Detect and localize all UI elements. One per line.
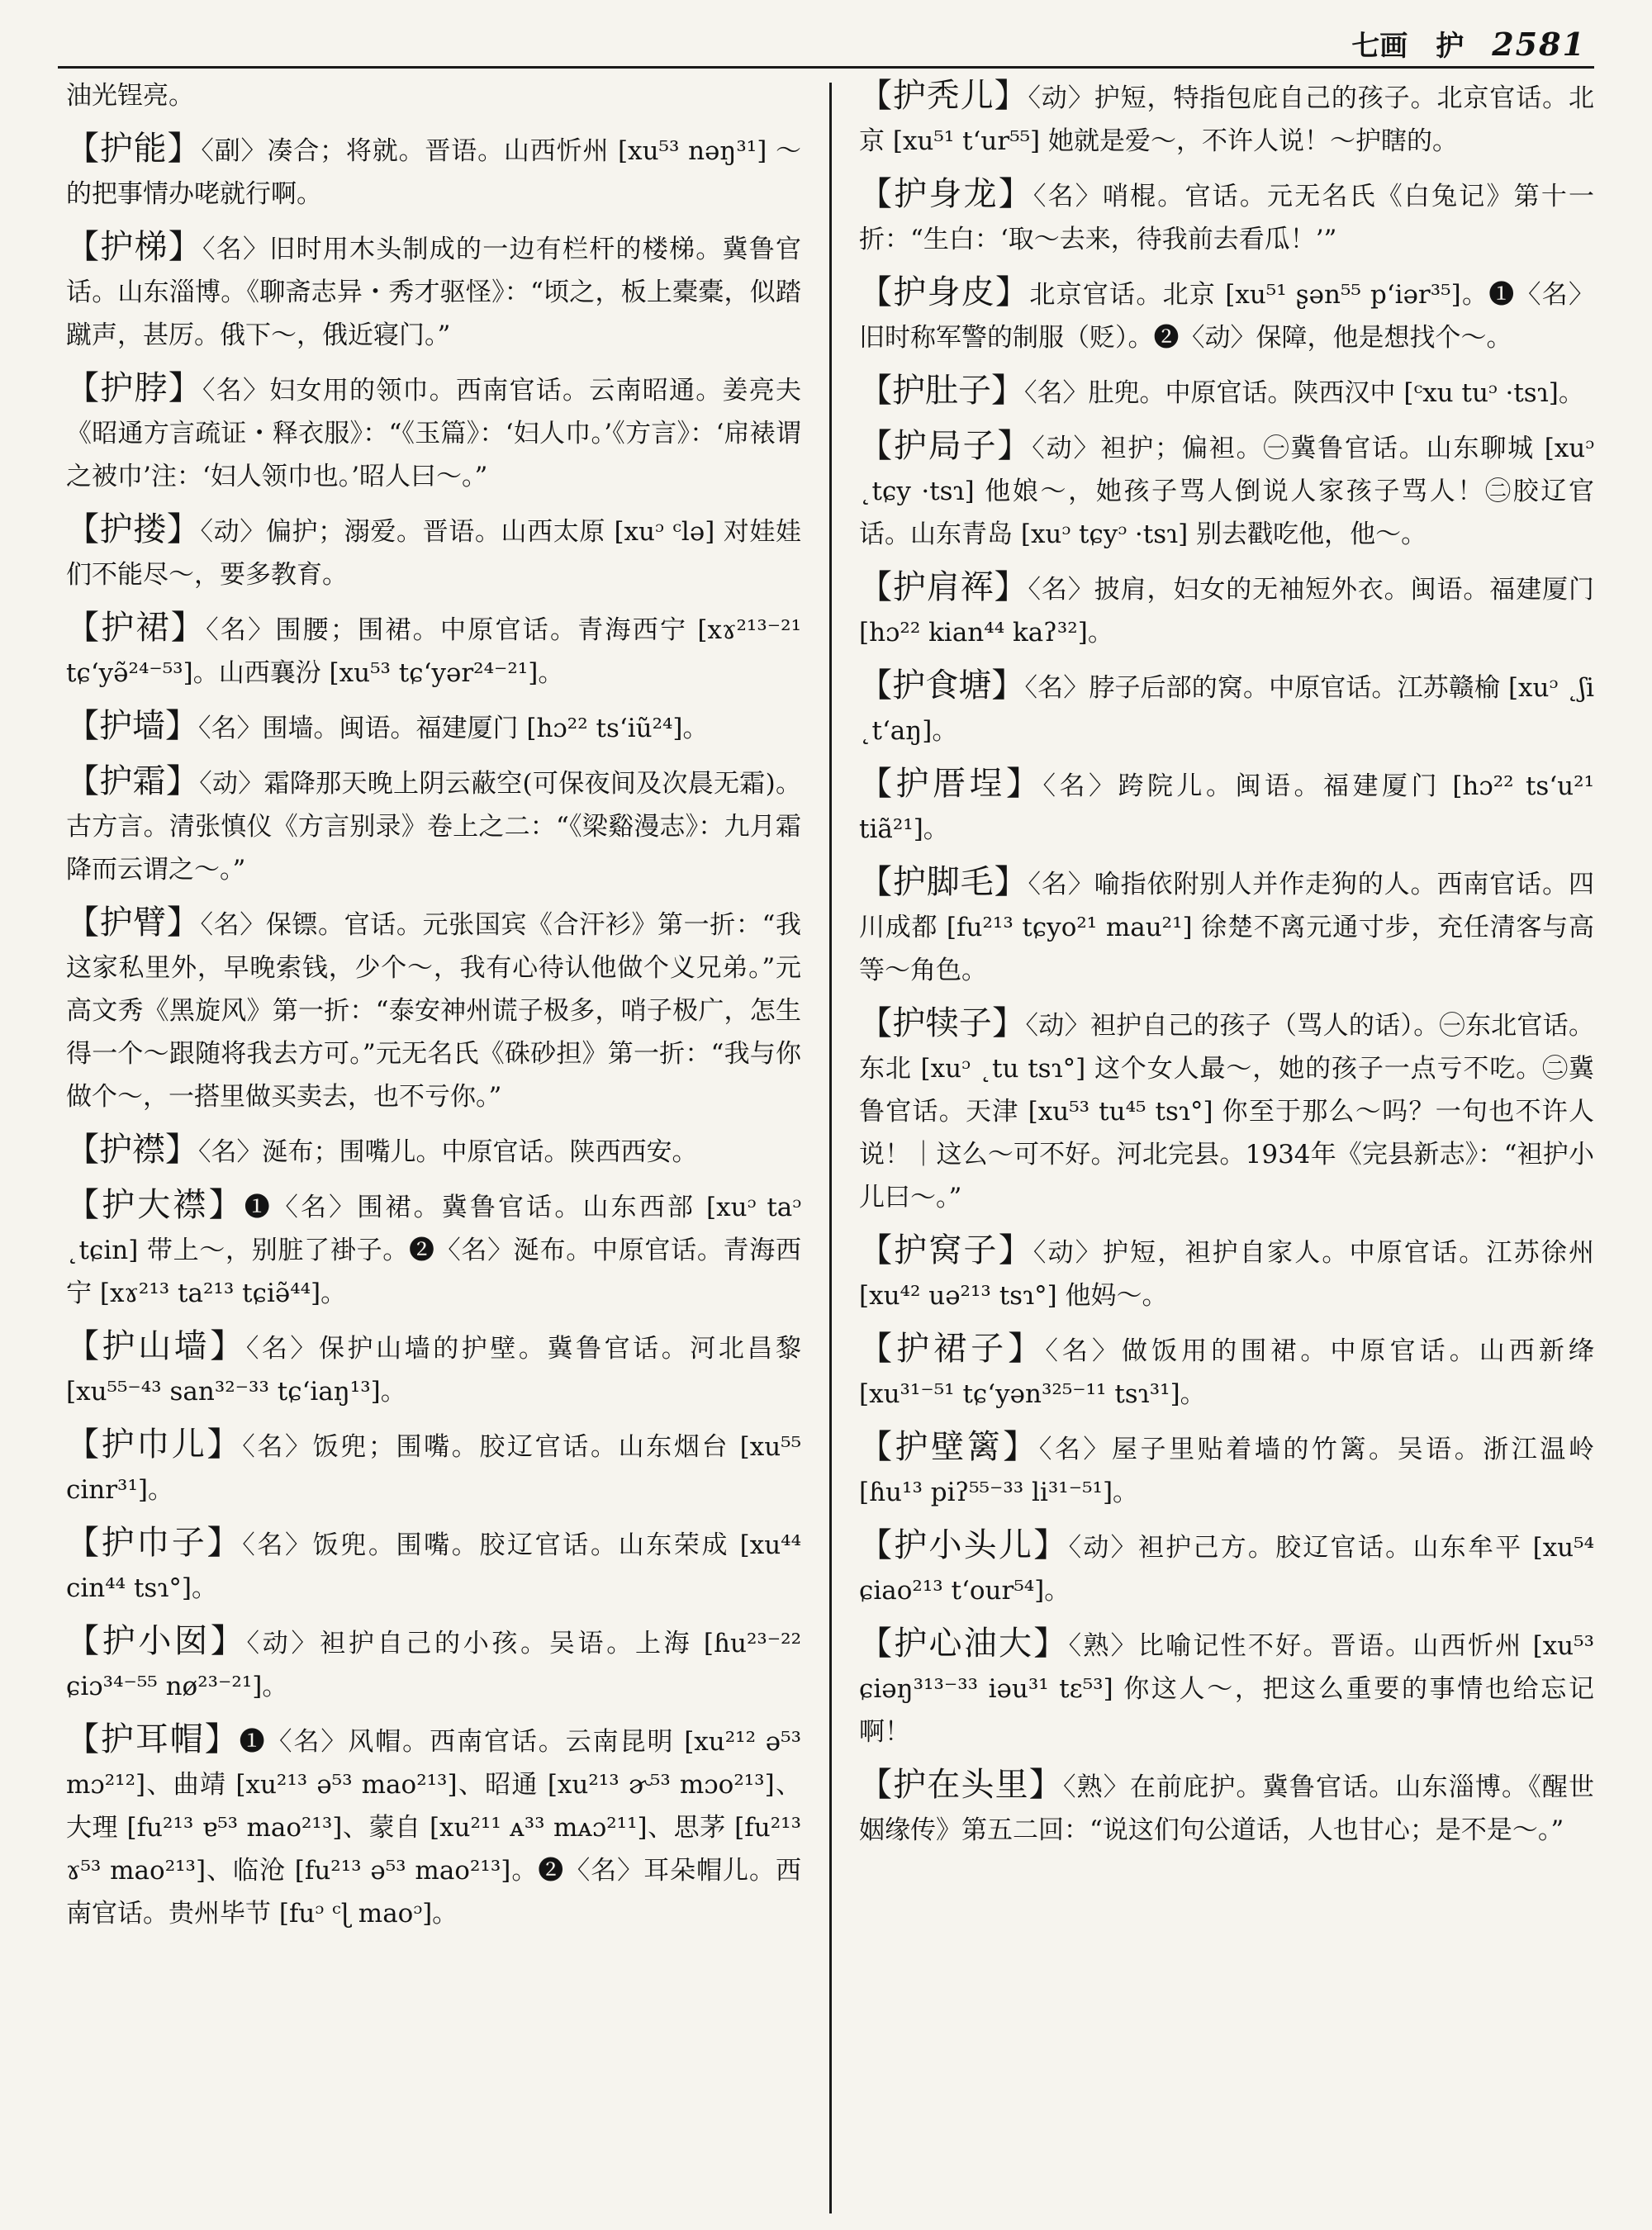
dictionary-entry <box>66 705 801 750</box>
headword: 【护裙子】 <box>859 1330 1046 1368</box>
headword: 【护小头儿】 <box>859 1526 1069 1564</box>
headword: 【护巾子】 <box>66 1524 243 1562</box>
dictionary-entry <box>66 1521 801 1610</box>
headword: 【护墙】 <box>66 707 198 745</box>
headword: 【护巾儿】 <box>66 1426 243 1464</box>
dictionary-entry <box>859 1229 1594 1317</box>
headword: 【护襟】 <box>66 1131 198 1169</box>
dictionary-entry <box>859 1763 1594 1852</box>
dictionary-entry <box>66 760 801 891</box>
definition: 〈名〉饭兜。围嘴。胶辽官话。山东荣成 [xu⁴⁴ cin⁴⁴ tsɿ°]。 <box>66 1530 802 1603</box>
definition: 〈名〉围墙。闽语。福建厦门 [hɔ²² tsʻiũ²⁴]。 <box>198 714 709 743</box>
dictionary-entry <box>66 1325 801 1413</box>
left-column <box>66 74 801 1945</box>
dictionary-entry <box>859 425 1594 556</box>
headword: 【护窝子】 <box>859 1231 1033 1269</box>
definition: 〈动〉护短，袒护自家人。中原官话。江苏徐州 [xu⁴² uə²¹³ tsɿ°] 他妈～。 <box>859 1238 1595 1311</box>
definition: 〈名〉旧时用木头制成的一边有栏杆的楼梯。冀鲁官话。山东淄博。《聊斋志异・秀才驱怪》：“顷之，板上橐橐，似踏蹴声，甚厉。俄下～，俄近寝门。” <box>66 235 801 350</box>
definition: 北京官话。北京 [xu⁵¹ ʂən⁵⁵ pʻiər³⁵]。❶〈名〉旧时称军警的制服（贬）。❷〈动〉保障，他是想找个～。 <box>859 280 1594 353</box>
dictionary-entry <box>859 1524 1594 1612</box>
headword: 【护脖】 <box>66 369 202 407</box>
headword: 【护臂】 <box>66 904 201 942</box>
right-column <box>859 74 1594 1862</box>
dictionary-entry <box>859 664 1594 752</box>
dictionary-entry <box>66 1128 801 1174</box>
dictionary-entry <box>859 861 1594 992</box>
dictionary-entry <box>66 127 801 216</box>
dictionary-entry <box>859 1327 1594 1416</box>
headword: 【护大襟】 <box>66 1186 244 1224</box>
definition: 〈名〉脖子后部的窝。中原官话。江苏赣榆 [xuᵓ ˛ʃi ˛tʻaŋ]。 <box>859 673 1595 746</box>
definition: 〈名〉屋子里贴着墙的竹篱。吴语。浙江温岭 [ɦu¹³ piʔ⁵⁵⁻³³ li³¹⁻⁵¹]。 <box>859 1435 1594 1507</box>
definition: 〈名〉保护山墙的护壁。冀鲁官话。河北昌黎 [xu⁵⁵⁻⁴³ san³²⁻³³ tɕʻiaŋ¹³]。 <box>66 1334 801 1407</box>
definition: 〈名〉妇女用的领巾。西南官话。云南昭通。姜亮夫《昭通方言疏证・释衣服》：“《玉篇》：‘妇人巾。’《方言》：‘帍裱谓之被巾’注：‘妇人领巾也。’昭人曰～。” <box>66 376 801 491</box>
headword: 【护山墙】 <box>66 1327 246 1365</box>
definition: 〈名〉哨棍。官话。元无名氏《白兔记》第十一折：“生白：‘取～去来，待我前去看瓜！’” <box>859 182 1595 254</box>
headword: 【护在头里】 <box>859 1766 1063 1804</box>
headword: 【护能】 <box>66 130 202 168</box>
definition: 〈名〉肚兜。中原官话。陕西汉中 [ᶜxu tuᵓ ·tsɿ]。 <box>1024 378 1584 408</box>
page-header <box>58 15 1594 69</box>
column-divider <box>829 83 832 2213</box>
definition: 〈熟〉在前庇护。冀鲁官话。山东淄博。《醒世姻缘传》第五二回：“说这们句公道话，人也甘心；是不是～。” <box>859 1772 1595 1845</box>
definition: 〈副〉凑合；将就。晋语。山西忻州 [xu⁵³ nəŋ³¹] ～的把事情办咾就行啊。 <box>66 136 801 209</box>
dictionary-entry <box>66 508 801 596</box>
dictionary-entry <box>859 566 1594 654</box>
definition: 〈名〉喻指依附别人并作走狗的人。西南官话。四川成都 [fu²¹³ tɕyo²¹ mau²¹] 徐楚不离元通寸步，充任清客与高等～角色。 <box>859 870 1595 985</box>
headword: 【护搂】 <box>66 510 201 548</box>
dictionary-entry <box>859 74 1594 163</box>
headword: 【护裙】 <box>66 609 206 647</box>
definition: 〈动〉护短，特指包庇自己的孩子。北京官话。北京 [xu⁵¹ tʻur⁵⁵] 她就是爱～，不许人说！～护瞎的。 <box>859 83 1595 156</box>
definition: 〈动〉袒护；偏袒。㊀冀鲁官话。山东聊城 [xuᵓ ˛tɕy ·tsɿ] 他娘～，她孩子骂人倒说人家孩子骂人！㊁胶辽官话。山东青岛 [xuᵓ tɕyᵓ ·tsɿ] 别去戳吃他，他～。 <box>859 434 1594 549</box>
header-right <box>1351 23 1586 64</box>
section-label: 七画 <box>1351 30 1408 63</box>
dictionary-entry <box>859 1426 1594 1514</box>
dictionary-entry <box>859 1002 1594 1219</box>
definition: 〈动〉袒护自己的孩子（骂人的话）。㊀东北官话。东北 [xuᵓ ˛tu tsɿ°] 这个女人最～，她的孩子一点亏不吃。㊁冀鲁官话。天津 [xu⁵³ tu⁴⁵ tsɿ°] 你至于那么～吗？一句也不许人说！｜这么～可不好。河北完县。1934年《完县新志》：“袒护小儿曰～。” <box>859 1011 1595 1212</box>
headword: 【护局子】 <box>859 427 1032 465</box>
dictionary-entry <box>66 606 801 695</box>
dictionary-entry <box>66 1423 801 1511</box>
definition: 〈名〉披肩，妇女的无袖短外衣。闽语。福建厦门 [hɔ²² kian⁴⁴ kaʔ³²]。 <box>859 575 1595 648</box>
dictionary-entry <box>66 1718 801 1935</box>
definition: 〈名〉做饭用的围裙。中原官话。山西新绛 [xu³¹⁻⁵¹ tɕʻyən³²⁵⁻¹¹ tsɿ³¹]。 <box>859 1336 1594 1409</box>
definition: 〈熟〉比喻记性不好。晋语。山西忻州 [xu⁵³ ɕiəŋ³¹³⁻³³ iəu³¹ tɛ⁵³] 你这人～，把这么重要的事情也给忘记啊！ <box>859 1631 1594 1747</box>
definition: 〈名〉围腰；围裙。中原官话。青海西宁 [xɤ²¹³⁻²¹ tɕʻyə̃²⁴⁻⁵³]。山西襄汾 [xu⁵³ tɕʻyər²⁴⁻²¹]。 <box>66 615 801 688</box>
headword: 【护霜】 <box>66 762 200 800</box>
dictionary-entry <box>66 1620 801 1708</box>
headword: 【护秃儿】 <box>859 77 1028 115</box>
definition: 〈名〉涎布；围嘴儿。中原官话。陕西西安。 <box>198 1137 698 1167</box>
definition: 〈名〉跨院儿。闽语。福建厦门 [hɔ²² tsʻu²¹ tiã²¹]。 <box>859 771 1594 844</box>
dictionary-entry <box>66 225 801 357</box>
definition: 〈动〉霜降那天晚上阴云蔽空(可保夜间及次晨无霜)。古方言。清张慎仪《方言别录》卷上之二：“《梁谿漫志》：九月霜降而云谓之～。” <box>66 769 801 885</box>
headword: 【护脚毛】 <box>859 863 1028 901</box>
dictionary-entry <box>66 1184 801 1315</box>
headword: 【护肚子】 <box>859 372 1024 410</box>
dictionary-entry <box>66 901 801 1118</box>
header-char: 护 <box>1436 30 1464 63</box>
definition: 〈动〉袒护己方。胶辽官话。山东牟平 [xu⁵⁴ ɕiao²¹³ tʻour⁵⁴]。 <box>859 1533 1594 1606</box>
definition: ❶〈名〉风帽。西南官话。云南昆明 [xu²¹² ə⁵³ mɔ²¹²]、曲靖 [xu²¹³ ə⁵³ mao²¹³]、昭通 [xu²¹³ ɚ⁵³ mɔo²¹³]、大理 [fu²¹³ ɐ⁵³ mao²¹³]、蒙自 [xu²¹¹ ᴀ³³ mᴀɔ²¹¹]、思茅 [fu²¹³ ɤ⁵³ mao²¹³]、临沧 [fu²¹³ ə⁵³ mao²¹³]。❷〈名〉耳朵帽儿。西南官话。贵州毕节 [fuᵓ ᶜɭ maoᵓ]。 <box>66 1727 801 1929</box>
headword: 【护肩裈】 <box>859 568 1028 606</box>
definition: 〈名〉饭兜；围嘴。胶辽官话。山东烟台 [xu⁵⁵ cinr³¹]。 <box>66 1432 802 1505</box>
dictionary-entry <box>859 173 1594 261</box>
headword: 【护身龙】 <box>859 175 1033 213</box>
headword: 【护小囡】 <box>66 1622 247 1660</box>
headword: 【护心油大】 <box>859 1625 1069 1663</box>
dictionary-entry <box>859 1622 1594 1753</box>
headword: 【护身皮】 <box>859 273 1030 311</box>
definition: 〈动〉袒护自己的小孩。吴语。上海 [ɦu²³⁻²² ɕiɔ³⁴⁻⁵⁵ nø²³⁻²¹]。 <box>66 1629 802 1701</box>
dictionary-entry <box>859 762 1594 851</box>
headword: 【护食塘】 <box>859 667 1025 705</box>
headword: 【护厝埕】 <box>859 765 1043 803</box>
headword: 【护耳帽】 <box>66 1720 240 1758</box>
headword: 【护犊子】 <box>859 1004 1026 1042</box>
continuation-text: 油光锃亮。 <box>66 81 194 111</box>
definition: 〈动〉偏护；溺爱。晋语。山西太原 [xuᵓ ᶜlə] 对娃娃们不能尽～，要多教育。 <box>66 517 802 590</box>
headword: 【护梯】 <box>66 228 202 266</box>
dictionary-entry <box>859 271 1594 359</box>
definition: ❶〈名〉围裙。冀鲁官话。山东西部 [xuᵓ taᵓ ˛tɕin] 带上～，别脏了褂子。❷〈名〉涎布。中原官话。青海西宁 [xɤ²¹³ ta²¹³ tɕiə̃⁴⁴]。 <box>66 1193 802 1308</box>
dictionary-entry <box>859 369 1594 415</box>
headword: 【护壁篱】 <box>859 1428 1039 1466</box>
dictionary-entry <box>66 367 801 498</box>
definition: 〈名〉保镖。官话。元张国宾《合汗衫》第一折：“我这家私里外，早晚索钱，少个～，我有心待认他做个义兄弟。”元高文秀《黑旋风》第一折：“泰安神州谎子极多，哨子极广，怎生得一个～跟随将我去方可。”元无名氏《硃砂担》第一折：“我与你做个～，一搭里做买卖去，也不亏你。” <box>66 910 801 1112</box>
page-number: 2581 <box>1492 26 1586 63</box>
